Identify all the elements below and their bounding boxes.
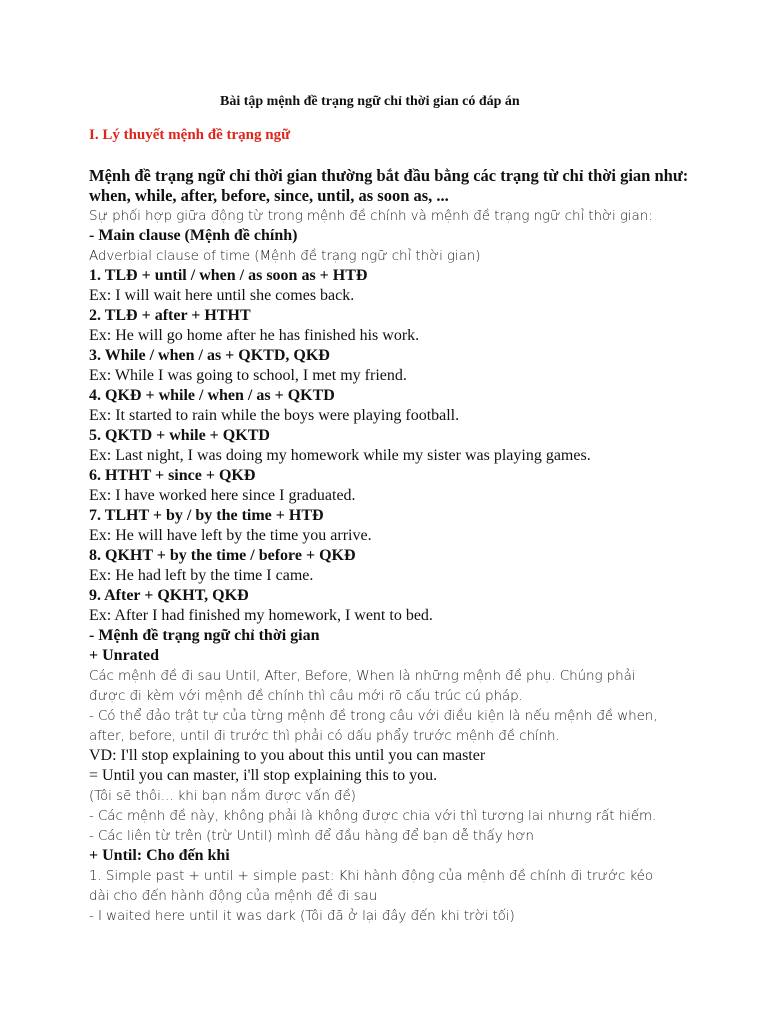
body-line-heading: + Unrated (89, 647, 159, 664)
body-line: Các mệnh đề đi sau Until, After, Before, When là những mệnh đề phụ. Chúng phải (89, 668, 636, 684)
body-line: Sự phối hợp giữa động từ trong mệnh đề chính và mệnh đề trạng ngữ chỉ thời gian: (89, 208, 653, 224)
body-text (89, 206, 689, 926)
body-line: Ex: I have worked here since I graduated. (89, 487, 356, 504)
body-line: - Các liên từ trên (trừ Until) mình để đầu hàng để bạn dễ thấy hơn (89, 828, 534, 844)
body-line: Ex: He will go home after he has finished his work. (89, 327, 420, 344)
body-line: Ex: He will have left by the time you arrive. (89, 527, 372, 544)
body-line: Ex: It started to rain while the boys were playing football. (89, 407, 460, 424)
body-line: after, before, until đi trước thì phải có dấu phẩy trước mệnh đề chính. (89, 728, 560, 744)
body-line-heading: 7. TLHT + by / by the time + HTĐ (89, 507, 324, 524)
section-heading: I. Lý thuyết mệnh đề trạng ngữ (89, 127, 291, 143)
body-line: - Có thể đảo trật tự của từng mệnh đề trong câu với điều kiện là nếu mệnh đề when, (89, 708, 658, 724)
body-line-heading: 6. HTHT + since + QKĐ (89, 467, 256, 484)
body-line-heading: - Main clause (Mệnh đề chính) (89, 227, 298, 244)
body-line: - I waited here until it was dark (Tôi đã ở lại đây đến khi trời tối) (89, 908, 515, 924)
body-line-heading: + Until: Cho đến khi (89, 847, 230, 864)
body-line: được đi kèm với mệnh đề chính thì câu mới rõ cấu trúc cú pháp. (89, 688, 523, 704)
body-line: dài cho đến hành động của mệnh đề đi sau (89, 888, 378, 904)
body-line-heading: 2. TLĐ + after + HTHT (89, 307, 251, 324)
body-line-heading: 3. While / when / as + QKTD, QKĐ (89, 347, 330, 364)
body-line: - Các mệnh đề này, không phải là không được chia với thì tương lai nhưng rất hiếm. (89, 808, 657, 824)
body-line-heading: 5. QKTD + while + QKTD (89, 427, 270, 444)
body-line-heading: 4. QKĐ + while / when / as + QKTD (89, 387, 335, 404)
body-line: VD: I'll stop explaining to you about this until you can master (89, 747, 486, 764)
intro-paragraph: Mệnh đề trạng ngữ chỉ thời gian thường bắt đầu bằng các trạng từ chỉ thời gian như: when, while, after, before, since, until, as soon as, ... (89, 166, 689, 205)
body-line-heading: 9. After + QKHT, QKĐ (89, 587, 249, 604)
document-title: Bài tập mệnh đề trạng ngữ chỉ thời gian có đáp án (220, 94, 520, 109)
body-line-heading: 8. QKHT + by the time / before + QKĐ (89, 547, 356, 564)
body-line: Ex: He had left by the time I came. (89, 567, 314, 584)
body-line: Adverbial clause of time (Mệnh đề trạng ngữ chỉ thời gian) (89, 248, 481, 264)
body-line: Ex: Last night, I was doing my homework while my sister was playing games. (89, 447, 591, 464)
body-line-heading: - Mệnh đề trạng ngữ chỉ thời gian (89, 627, 320, 644)
body-line: (Tôi sẽ thôi... khi bạn nắm được vấn đề) (89, 788, 356, 804)
body-line: Ex: I will wait here until she comes back. (89, 287, 355, 304)
body-line: = Until you can master, i'll stop explaining this to you. (89, 767, 438, 784)
body-line: 1. Simple past + until + simple past: Khi hành động của mệnh đề chính đi trước kéo (89, 868, 654, 884)
body-line: Ex: After I had finished my homework, I went to bed. (89, 607, 433, 624)
body-line-heading: 1. TLĐ + until / when / as soon as + HTĐ (89, 267, 368, 284)
body-line: Ex: While I was going to school, I met my friend. (89, 367, 407, 384)
